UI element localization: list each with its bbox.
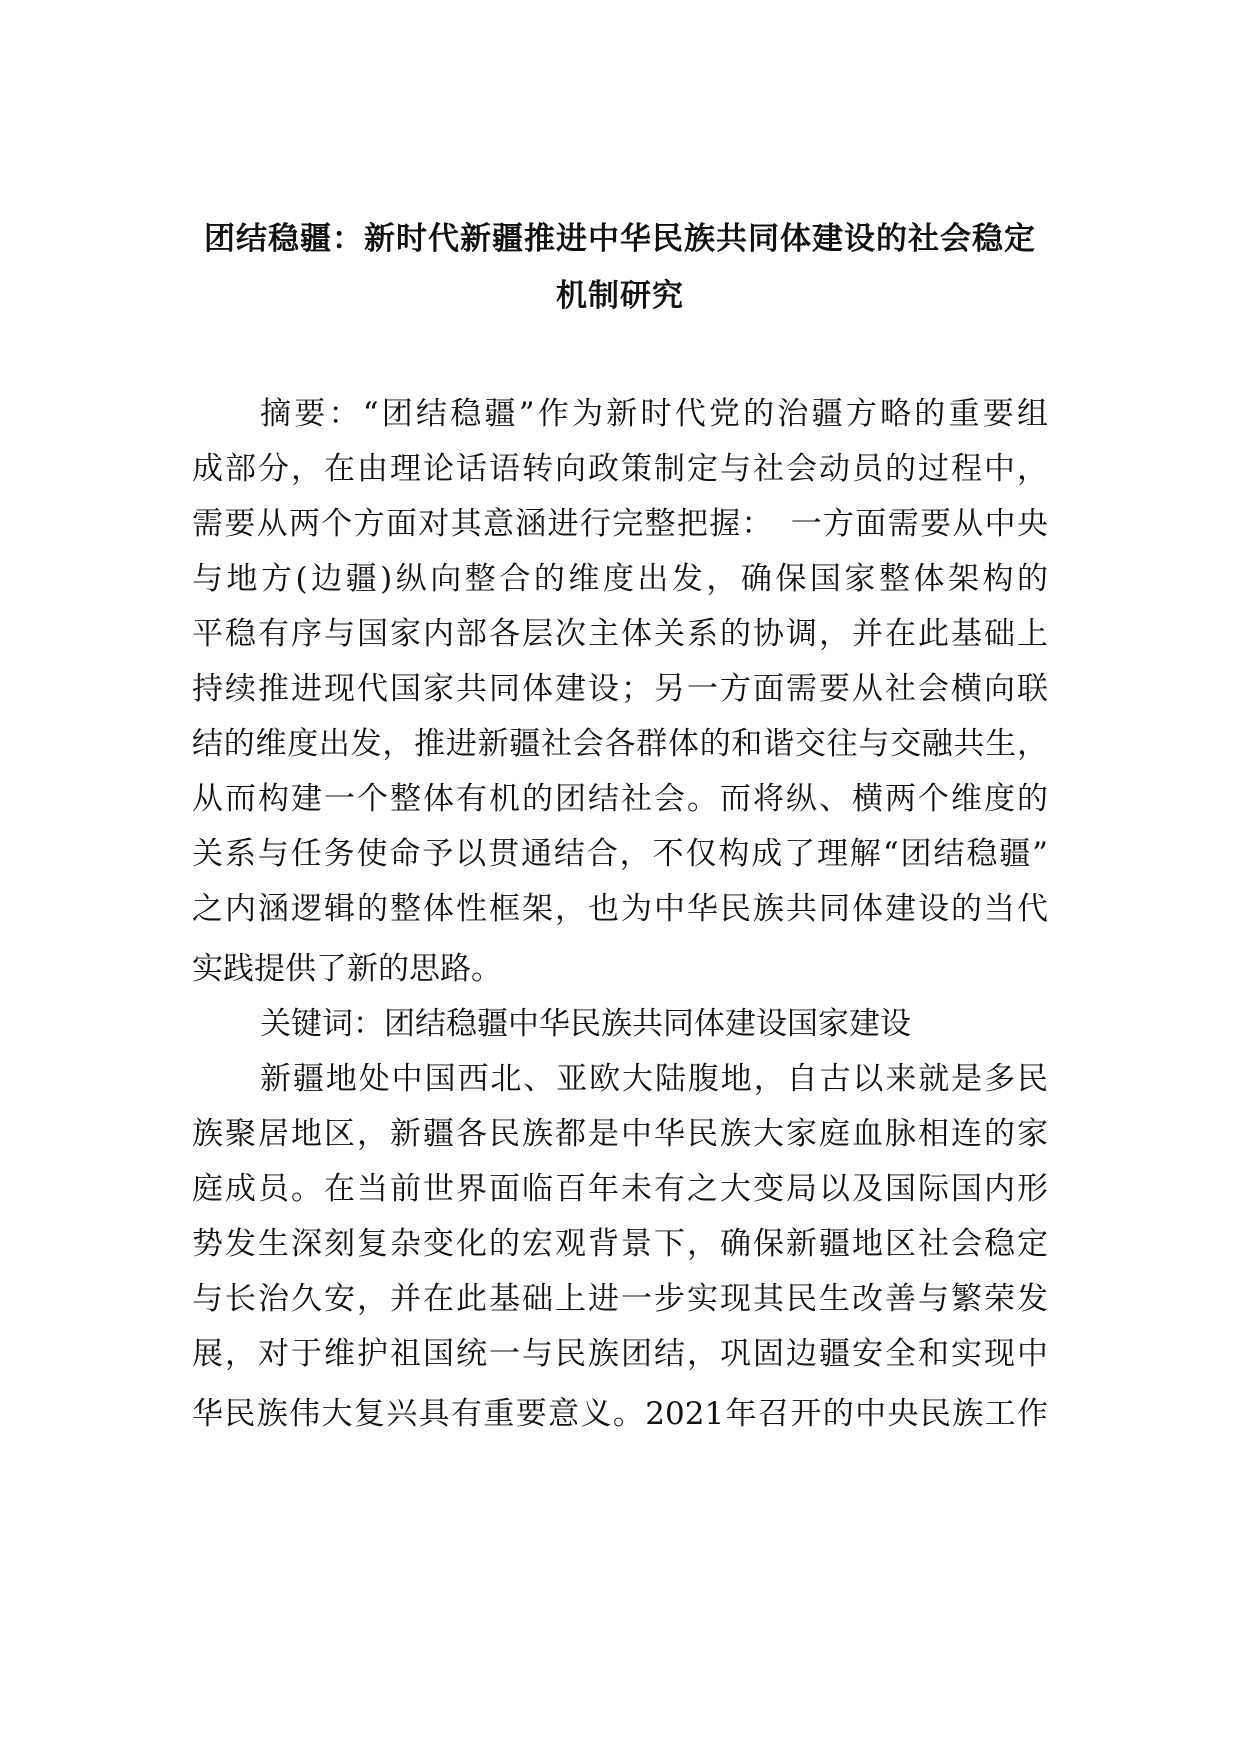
intro-line: 族聚居地区，新疆各民族都是中华民族大家庭血脉相连的家 (192, 1116, 1048, 1152)
abstract-line: 持续推进现代国家共同体建设；另一方面需要从社会横向联 (192, 671, 1048, 707)
abstract-line: 之内涵逻辑的整体性框架，也为中华民族共同体建设的当代 (192, 891, 1048, 927)
keywords-line: 关键词：团结稳疆中华民族共同体建设国家建设 (260, 1006, 911, 1042)
intro-line: 华民族伟大复兴具有重要意义。2021年召开的中央民族工作 (192, 1396, 1048, 1432)
document-title-line-1: 团结稳疆：新时代新疆推进中华民族共同体建设的社会稳定 (204, 221, 1036, 257)
intro-line: 势发生深刻复杂变化的宏观背景下，确保新疆地区社会稳定 (192, 1226, 1048, 1262)
intro-line: 展，对于维护祖国统一与民族团结，巩固边疆安全和实现中 (192, 1336, 1048, 1372)
abstract-line: 结的维度出发，推进新疆社会各群体的和谐交往与交融共生， (192, 726, 1048, 762)
intro-line: 庭成员。在当前世界面临百年未有之大变局以及国际国内形 (192, 1171, 1048, 1207)
intro-line: 新疆地处中国西北、亚欧大陆腹地，自古以来就是多民 (260, 1061, 1048, 1097)
abstract-line: 需要从两个方面对其意涵进行完整把握： 一方面需要从中央 (192, 506, 1048, 542)
abstract-line: 成部分，在由理论话语转向政策制定与社会动员的过程中， (192, 451, 1048, 487)
intro-line: 与长治久安，并在此基础上进一步实现其民生改善与繁荣发 (192, 1281, 1048, 1317)
abstract-line: 与地方(边疆)纵向整合的维度出发，确保国家整体架构的 (192, 561, 1048, 597)
abstract-line: 从而构建一个整体有机的团结社会。而将纵、横两个维度的 (192, 781, 1048, 817)
abstract-line: 实践提供了新的思路。 (192, 951, 502, 987)
abstract-line: 摘要：“团结稳疆”作为新时代党的治疆方略的重要组 (260, 396, 1048, 432)
abstract-line: 关系与任务使命予以贯通结合，不仅构成了理解“团结稳疆” (192, 836, 1048, 872)
abstract-line: 平稳有序与国家内部各层次主体关系的协调，并在此基础上 (192, 616, 1048, 652)
document-title-line-2: 机制研究 (556, 278, 684, 314)
